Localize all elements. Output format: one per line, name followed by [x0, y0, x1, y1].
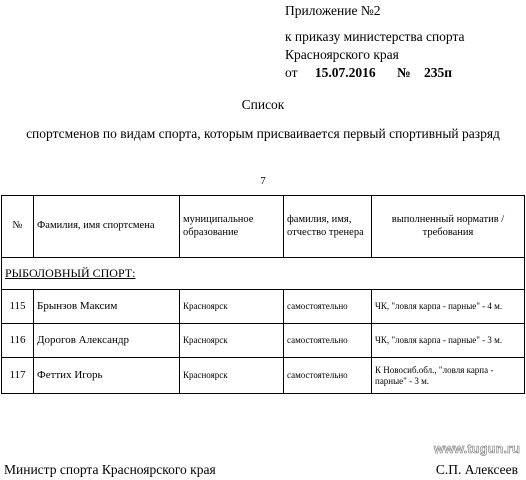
- watermark: www.tugun.ru: [433, 441, 520, 456]
- region-label: Красноярского края: [285, 47, 399, 62]
- document-subtitle: спортсменов по видам спорта, которым присваивается первый спортивный разряд: [26, 126, 500, 141]
- order-reference: к приказу министерства спорта: [285, 29, 465, 44]
- col-coach-header: фамилия, имя, отчество тренера: [284, 196, 372, 258]
- municipality: Красноярск: [180, 290, 284, 324]
- norm: ЧК, "ловля карпа - парные" - 3 м.: [372, 324, 525, 358]
- row-number: 116: [2, 324, 34, 358]
- row-number: 117: [2, 358, 34, 394]
- table-row: [2, 358, 525, 394]
- row-number: 115: [2, 290, 34, 324]
- date-prefix: от: [285, 65, 298, 80]
- municipality: Красноярск: [180, 324, 284, 358]
- order-date-line: [285, 65, 452, 81]
- norm: К Новосиб.обл., "ловля карпа - парные" - 3 м.: [372, 358, 525, 394]
- col-number-header: №: [2, 196, 34, 258]
- col-name-header: Фамилия, имя спортсмена: [34, 196, 180, 258]
- athlete-name: Дорогов Александр: [34, 324, 180, 358]
- footer-position: Министр спорта Красноярского края: [4, 462, 216, 477]
- order-number: 235п: [423, 65, 452, 80]
- coach: самостоятельно: [284, 290, 372, 324]
- appendix-label: Приложение №2: [285, 3, 381, 18]
- document-title: Список: [241, 97, 285, 112]
- table-row: [2, 290, 525, 324]
- order-date: 15.07.2016: [314, 65, 376, 80]
- norm: ЧК, "ловля карпа - парные" - 4 м.: [372, 290, 525, 324]
- coach: самостоятельно: [284, 324, 372, 358]
- section-row: [2, 258, 525, 290]
- table-header-row: [2, 196, 525, 258]
- number-prefix: №: [396, 65, 411, 80]
- page-number: 7: [260, 175, 266, 187]
- athletes-table: [1, 195, 525, 394]
- athlete-name: Феттих Игорь: [34, 358, 180, 394]
- section-title: РЫБОЛОВНЫЙ СПОРТ:: [2, 258, 525, 290]
- athlete-name: Брынзов Максим: [34, 290, 180, 324]
- col-norm-header: выполненный норматив /требования: [372, 196, 525, 258]
- col-municipality-header: муниципальное образование: [180, 196, 284, 258]
- table-row: [2, 324, 525, 358]
- coach: самостоятельно: [284, 358, 372, 394]
- municipality: Красноярск: [180, 358, 284, 394]
- footer-signature: С.П. Алексеев: [435, 462, 518, 477]
